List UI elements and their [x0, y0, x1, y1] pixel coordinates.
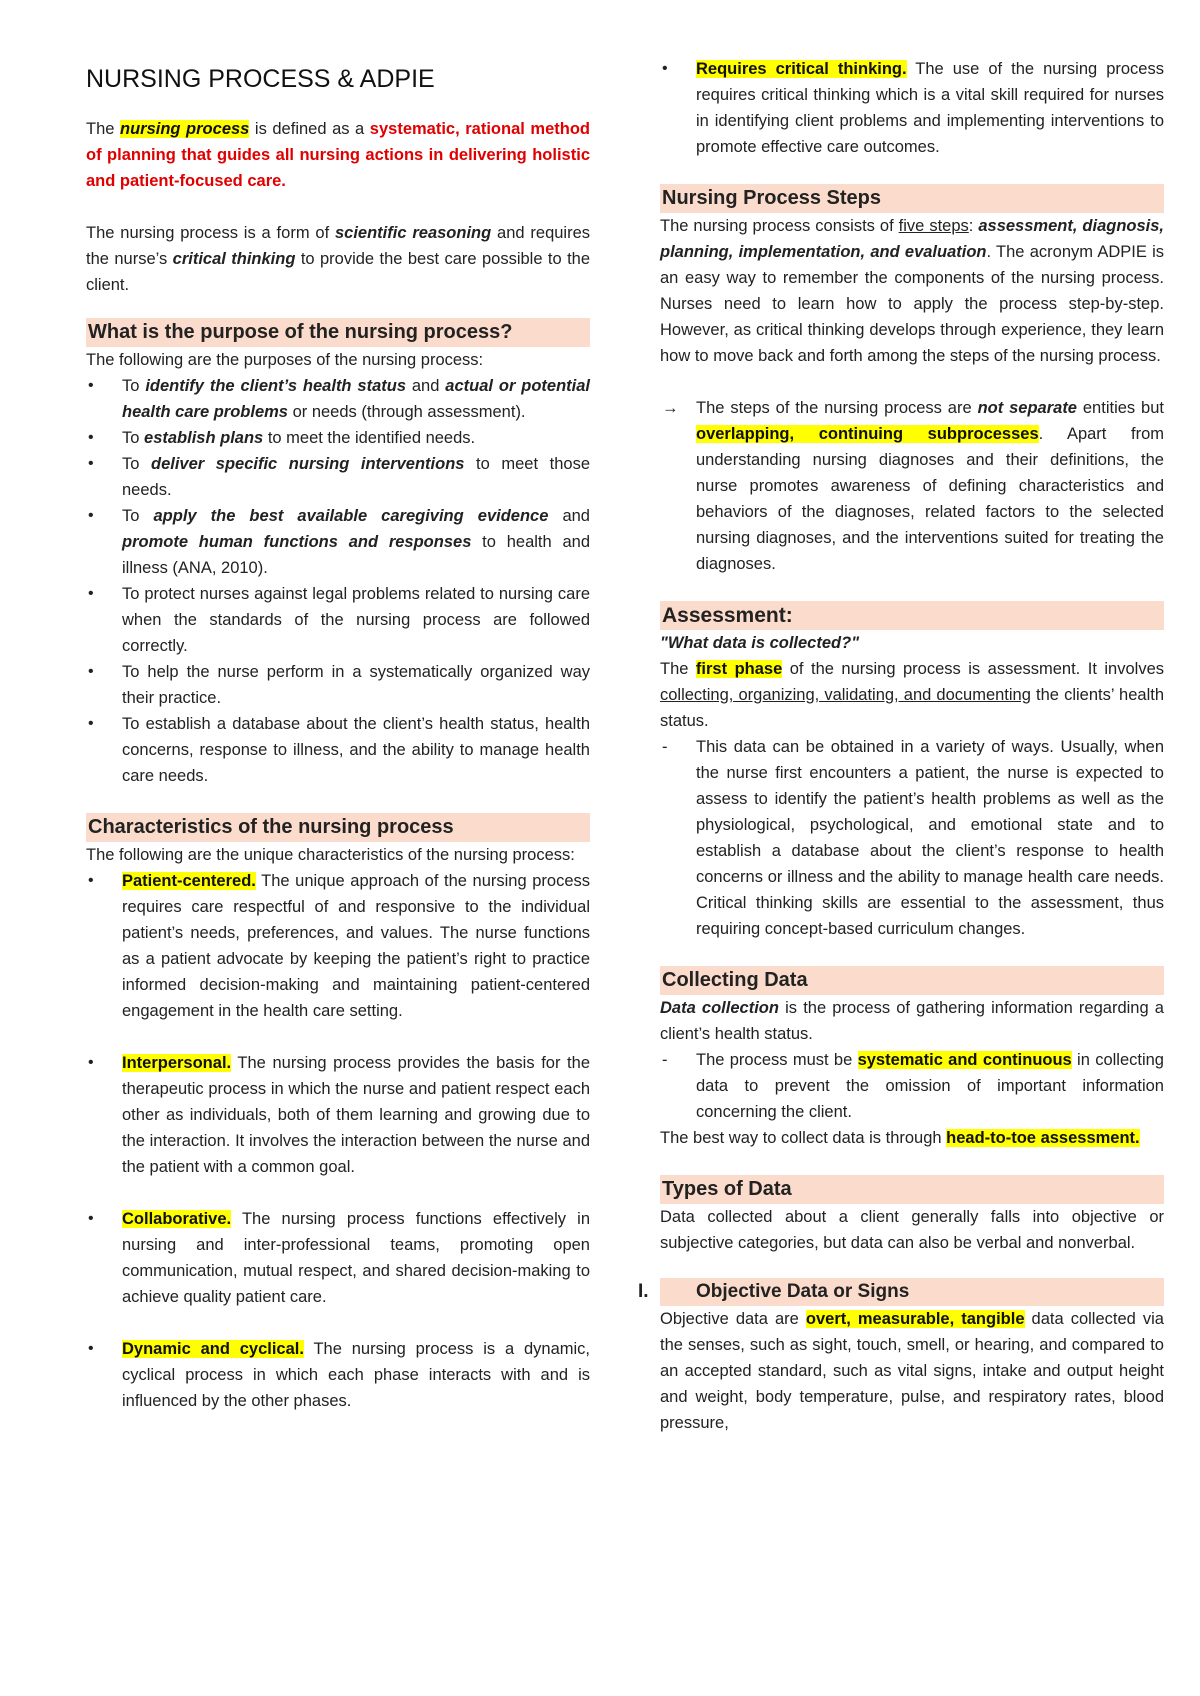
bullet-icon: •: [88, 1340, 94, 1357]
bullet-icon: •: [88, 1210, 94, 1227]
collecting-list: [660, 1047, 1164, 1125]
collecting-paragraph-2: The best way to collect data is through head-to-toe assessment.: [660, 1129, 1140, 1147]
list-item: • Patient-centered. The unique approach of the nursing process requires care respectful of and responsive to the individual patient’s needs, preferences, and values. The nurse functions as a patient advocate by keeping the patient’s right to practice informed decision-making and maintaining patient-centered engagement in the health care setting.: [86, 868, 590, 1024]
bullet-icon: •: [88, 455, 94, 472]
purpose-lead: The following are the purposes of the nursing process:: [86, 351, 484, 369]
assessment-list: [660, 734, 1164, 942]
bullet-icon: •: [662, 60, 668, 77]
characteristics-list: [86, 868, 590, 1414]
list-item: • To identify the client’s health status and actual or potential health care problems or needs (through assessment).: [86, 373, 590, 425]
assessment-question: "What data is collected?": [660, 634, 860, 652]
bullet-icon: •: [88, 1054, 94, 1071]
characteristics-list-continued: [660, 56, 1164, 160]
bullet-icon: •: [88, 872, 94, 889]
list-item: • Requires critical thinking. The use of the nursing process requires critical thinking which is a vital skill required for nurses in identifying client problems and implementing interventions to promote effective care outcomes.: [660, 56, 1164, 160]
characteristics-lead: The following are the unique characteristics of the nursing process:: [86, 846, 575, 864]
roman-numeral: I.: [638, 1278, 655, 1306]
arrow-right-icon: →: [662, 399, 679, 417]
types-heading: Types of Data: [660, 1175, 1164, 1204]
assessment-paragraph: The first phase of the nursing process is assessment. It involves collecting, organizing, validating, and documenting the clients’ health status.: [660, 660, 1164, 730]
list-item: • Dynamic and cyclical. The nursing process is a dynamic, cyclical process in which each phase interacts with and is influenced by the other phases.: [86, 1336, 590, 1414]
types-paragraph: Data collected about a client generally falls into objective or subjective categories, but data can also be verbal and nonverbal.: [660, 1208, 1164, 1252]
list-item: • To establish plans to meet the identified needs.: [86, 425, 590, 451]
list-item: - The process must be systematic and continuous in collecting data to prevent the omission of important information concerning the client.: [660, 1047, 1164, 1125]
purpose-heading: What is the purpose of the nursing process?: [86, 318, 590, 347]
list-item: • Collaborative. The nursing process functions effectively in nursing and inter-professional teams, promoting open communication, mutual respect, and shared decision-making to achieve quality patient care.: [86, 1206, 590, 1310]
objective-paragraph: Objective data are overt, measurable, tangible data collected via the senses, such as sight, touch, smell, or hearing, and compared to an accepted standard, such as vital signs, intake and output height and weight, body temperature, pulse, and respiratory rates, blood pressure,: [660, 1310, 1164, 1432]
list-item: • To protect nurses against legal problems related to nursing care when the standards of the nursing process are followed correctly.: [86, 581, 590, 659]
steps-heading: Nursing Process Steps: [660, 184, 1164, 213]
red-definition: systematic, rational method of planning that guides all nursing actions in delivering holistic and patient-focused care.: [86, 120, 590, 190]
purpose-list: [86, 373, 590, 789]
dash-icon: -: [662, 738, 668, 756]
intro-paragraph-2: The nursing process is a form of scientific reasoning and requires the nurse’s critical thinking to provide the best care possible to the client.: [86, 224, 591, 294]
steps-paragraph: The nursing process consists of five steps: assessment, diagnosis, planning, implementation, and evaluation. The acronym ADPIE is an easy way to remember the components of the nursing process. Nurses need to learn how to apply the process step-by-step. However, as critical thinking develops through experience, they learn how to move back and forth among the steps of the nursing process.: [660, 217, 1164, 365]
list-item: • To help the nurse perform in a systematically organized way their practice.: [86, 659, 590, 711]
list-item: • To deliver specific nursing interventions to meet those needs.: [86, 451, 590, 503]
right-column: [638, 56, 1164, 1436]
collecting-paragraph: Data collection is the process of gathering information regarding a client’s health status.: [660, 999, 1164, 1043]
list-item: - This data can be obtained in a variety of ways. Usually, when the nurse first encounters a patient, the nurse is expected to assess to identify the patient’s health problems as well as the physiological, psychological, and emotional state and to establish a database about the client’s response to health concerns or illness and the ability to manage health care needs. Critical thinking skills are essential to the assessment, thus requiring concept-based curriculum changes.: [660, 734, 1164, 942]
page-title: NURSING PROCESS & ADPIE: [86, 65, 435, 93]
highlight-nursing-process: nursing process: [120, 120, 250, 138]
characteristics-heading: Characteristics of the nursing process: [86, 813, 590, 842]
bullet-icon: •: [88, 663, 94, 680]
bullet-icon: •: [88, 429, 94, 446]
bullet-icon: •: [88, 715, 94, 732]
list-item: • To establish a database about the client’s health status, health concerns, response to illness, and the ability to manage health care needs.: [86, 711, 590, 789]
intro-paragraph-1: The nursing process is defined as a systematic, rational method of planning that guides all nursing actions in delivering holistic and patient-focused care.: [86, 120, 590, 190]
bullet-icon: •: [88, 377, 94, 394]
dash-icon: -: [662, 1051, 668, 1069]
list-item: • Interpersonal. The nursing process provides the basis for the therapeutic process in which the nurse and patient respect each other as individuals, both of them learning and growing due to the interaction. It involves the interaction between the nurse and the patient with a common goal.: [86, 1050, 590, 1180]
left-column: [86, 56, 590, 1414]
list-item: • To apply the best available caregiving evidence and promote human functions and responses to health and illness (ANA, 2010).: [86, 503, 590, 581]
collecting-heading: Collecting Data: [660, 966, 1164, 995]
assessment-heading: Assessment:: [660, 601, 1164, 630]
objective-heading: I. Objective Data or Signs: [660, 1278, 1164, 1306]
bullet-icon: •: [88, 507, 94, 524]
steps-note: → The steps of the nursing process are not separate entities but overlapping, continuing subprocesses. Apart from understanding nursing diagnoses and their definitions, the nurse promotes awareness of defining characteristics and behaviors of the diagnoses, related factors to the selected nursing diagnoses, and the interventions suited for treating the diagnoses.: [660, 395, 1164, 577]
bullet-icon: •: [88, 585, 94, 602]
